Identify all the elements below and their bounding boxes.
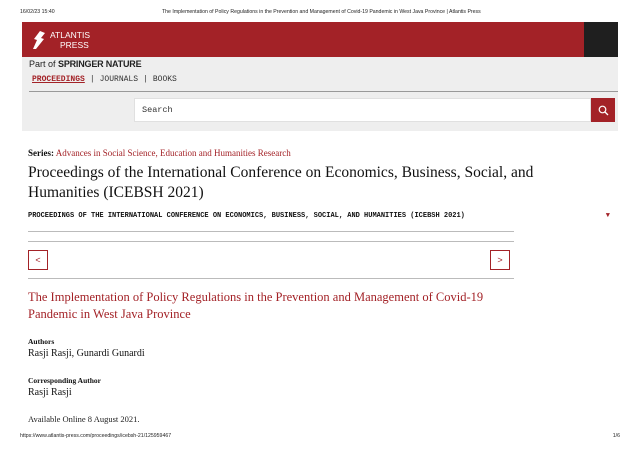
print-footer [20,433,620,443]
divider [28,278,514,279]
available-online-date: Available Online 8 August 2021. [28,414,140,424]
springer-nature-logo: SPRINGER NATURE [58,59,142,69]
nav-journals-link[interactable]: JOURNALS [99,75,139,84]
nav-separator: | [89,75,95,84]
divider [28,231,514,232]
series-link[interactable]: Advances in Social Science, Education and Humanities Research [55,148,291,158]
authors-label: Authors [28,337,55,346]
series-line [28,148,291,158]
nav-separator: | [143,75,148,84]
conference-title: Proceedings of the International Conference on Economics, Business, Social, and Humanities (ICEBSH 2021) [28,164,534,201]
search-input[interactable]: Search [134,98,591,122]
atlantis-press-logo[interactable] [32,27,90,52]
dropdown-caret-icon: ▼ [605,212,610,220]
conference-dropdown[interactable] [28,212,612,224]
search-button[interactable] [591,98,615,122]
logo-text-line2: PRESS [60,39,89,50]
conference-dropdown-label: PROCEEDINGS OF THE INTERNATIONAL CONFERENCE ON ECONOMICS, BUSINESS, SOCIAL, AND HUMANITIES (ICEBSH 2021) [28,212,465,220]
corresponding-author-name: Rasji Rasji [28,387,72,398]
divider [28,241,514,242]
logo-text-line1: ATLANTIS [50,29,90,40]
part-of-springer-nature[interactable] [29,59,141,69]
nav-proceedings-link[interactable]: PROCEEDINGS [32,75,85,84]
nav-divider [29,91,618,92]
page-url: https://www.atlantis-press.com/proceedings/icebsh-21/125959467 [20,433,172,439]
article-title: The Implementation of Policy Regulations in the Prevention and Management of Covid-19 Pandemic in West Java Province [28,290,484,321]
print-page-title: The Implementation of Policy Regulations in the Prevention and Management of Covid-19 Pandemic in West Java Province | Atlantis Press [162,9,481,15]
header-menu-block[interactable] [584,22,618,57]
next-article-button[interactable]: > [490,250,510,270]
authors-list: Rasji Rasji, Gunardi Gunardi [28,348,145,359]
previous-article-button[interactable]: < [28,250,48,270]
series-label: Series: [28,148,54,158]
corresponding-author-label: Corresponding Author [28,376,102,385]
page-number: 1/6 [612,433,620,439]
site-header-bar [22,22,618,57]
search-icon [598,105,609,116]
print-date: 16/02/23 15:40 [20,9,55,15]
atlantis-logo-icon [32,30,46,50]
main-nav [32,75,177,84]
sub-navigation [22,57,618,131]
part-of-prefix: Part of [29,59,56,69]
print-header [20,9,620,19]
nav-books-link[interactable]: BOOKS [152,75,177,84]
